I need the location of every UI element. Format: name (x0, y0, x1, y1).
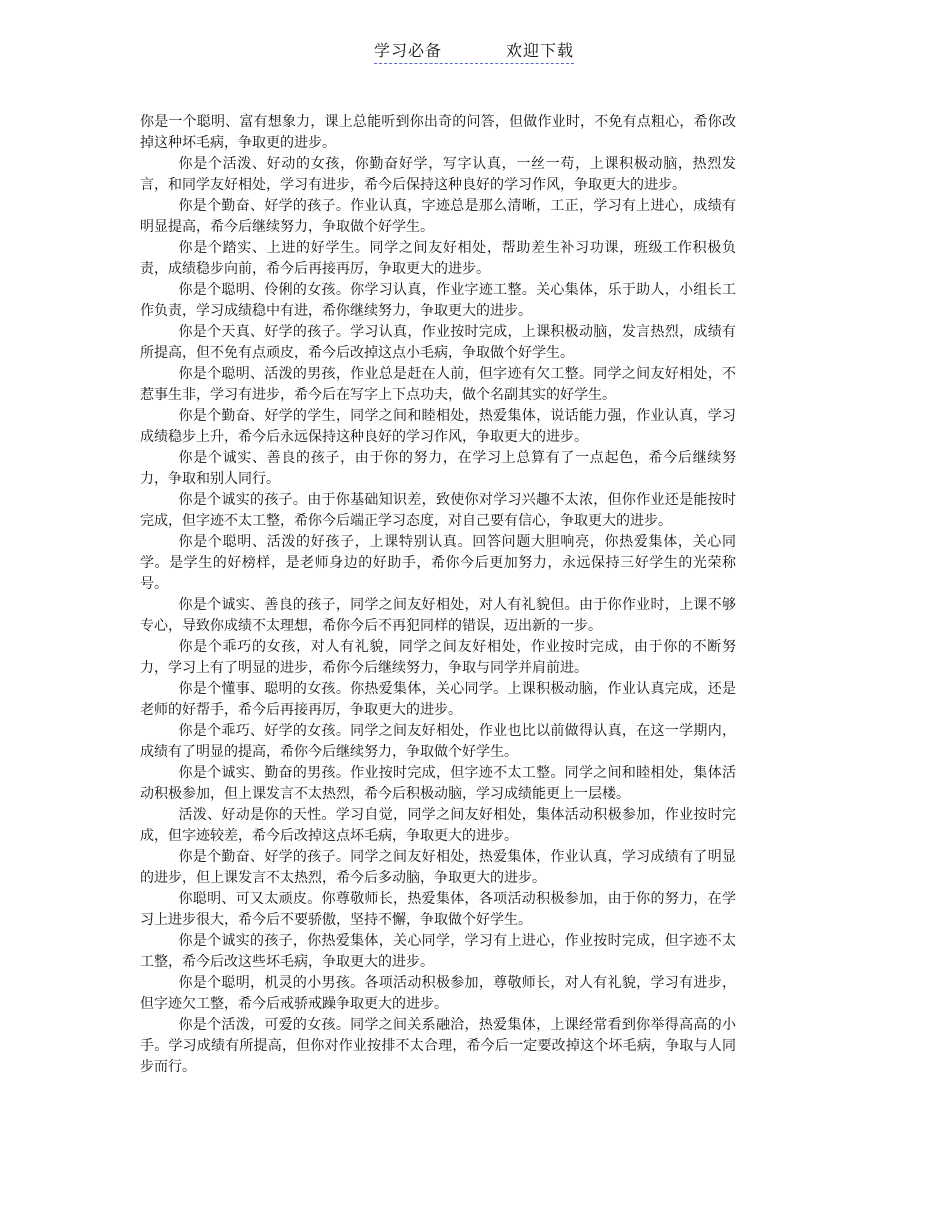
paragraph: 你是个诚实的孩子。由于你基础知识差，致使你对学习兴趣不太浓，但你作业还是能按时完成，但字迹不太工整，希你今后端正学习态度，对自己要有信心，争取更大的进步。 (140, 492, 736, 529)
paragraph: 你是个聪明、活泼的好孩子，上课特别认真。回答问题大胆响亮，你热爱集体，关心同学。是学生的好榜样，是老师身边的好助手，希你今后更加努力，永远保持三好学生的光荣称号。 (140, 534, 736, 592)
comments-body (140, 112, 736, 1078)
paragraph: 你是个踏实、上进的好学生。同学之间友好相处，帮助差生补习功课，班级工作积极负责，成绩稳步向前，希今后再接再厉，争取更大的进步。 (140, 240, 736, 277)
header-left-text: 学习必备 (374, 41, 443, 60)
paragraph: 你是个懂事、聪明的女孩。你热爱集体，关心同学。上课积极动脑，作业认真完成，还是老师的好帮手，希今后再接再厉，争取更大的进步。 (140, 681, 736, 718)
paragraph: 你是个天真、好学的孩子。学习认真，作业按时完成，上课积极动脑，发言热烈，成绩有所提高，但不免有点顽皮，希今后改掉这点小毛病，争取做个好学生。 (140, 324, 736, 361)
paragraph: 你是一个聪明、富有想象力，课上总能听到你出奇的问答，但做作业时，不免有点粗心，希你改掉这种坏毛病，争取更的进步。 (140, 114, 736, 151)
paragraph: 活泼、好动是你的天性。学习自觉，同学之间友好相处，集体活动积极参加，作业按时完成，但字迹较差，希今后改掉这点坏毛病，争取更大的进步。 (140, 807, 736, 844)
paragraph: 你是个诚实、善良的孩子，由于你的努力，在学习上总算有了一点起色，希今后继续努力，争取和别人同行。 (140, 450, 736, 487)
paragraph: 你是个勤奋、好学的孩子。同学之间友好相处，热爱集体，作业认真，学习成绩有了明显的进步，但上课发言不太热烈，希今后多动脑，争取更大的进步。 (140, 849, 736, 886)
paragraph: 你聪明、可又太顽皮。你尊敬师长，热爱集体，各项活动积极参加，由于你的努力，在学习上进步很大，希今后不要骄傲，坚持不懈，争取做个好学生。 (140, 891, 736, 928)
paragraph: 你是个乖巧的女孩，对人有礼貌，同学之间友好相处，作业按时完成，由于你的不断努力，学习上有了明显的进步，希你今后继续努力，争取与同学并肩前进。 (140, 639, 736, 676)
paragraph: 你是个聪明，机灵的小男孩。各项活动积极参加，尊敬师长，对人有礼貌，学习有进步，但字迹欠工整，希今后戒骄戒躁争取更大的进步。 (140, 975, 736, 1012)
paragraph: 你是个诚实的孩子，你热爱集体，关心同学，学习有上进心，作业按时完成，但字迹不太工整，希今后改这些坏毛病，争取更大的进步。 (140, 933, 736, 970)
paragraph: 你是个勤奋、好学的学生，同学之间和睦相处，热爱集体，说话能力强，作业认真，学习成绩稳步上升，希今后永远保持这种良好的学习作风，争取更大的进步。 (140, 408, 736, 445)
paragraph: 你是个诚实、善良的孩子，同学之间友好相处，对人有礼貌但。由于你作业时，上课不够专心，导致你成绩不太理想，希你今后不再犯同样的错误，迈出新的一步。 (140, 597, 736, 634)
paragraph: 你是个活泼，可爱的女孩。同学之间关系融洽，热爱集体，上课经常看到你举得高高的小手。学习成绩有所提高，但你对作业按排不太合理，希今后一定要改掉这个坏毛病，争取与人同步而行。 (140, 1017, 736, 1075)
paragraph: 你是个乖巧、好学的女孩。同学之间友好相处，作业也比以前做得认真，在这一学期内，成绩有了明显的提高，希你今后继续努力，争取做个好学生。 (140, 723, 736, 760)
paragraph: 你是个勤奋、好学的孩子。作业认真，字迹总是那么清晰，工正，学习有上进心，成绩有明显提高，希今后继续努力，争取做个好学生。 (140, 198, 736, 235)
paragraph: 你是个聪明、活泼的男孩，作业总是赶在人前，但字迹有欠工整。同学之间友好相处，不惹事生非，学习有进步，希今后在写字上下点功夫，做个名副其实的好学生。 (140, 366, 736, 403)
page-header (374, 40, 574, 64)
paragraph: 你是个诚实、勤奋的男孩。作业按时完成，但字迹不太工整。同学之间和睦相处，集体活动积极参加，但上课发言不太热烈，希今后积极动脑，学习成绩能更上一层楼。 (140, 765, 736, 802)
paragraph: 你是个活泼、好动的女孩，你勤奋好学，写字认真，一丝一苟，上课积极动脑，热烈发言，和同学友好相处，学习有进步，希今后保持这种良好的学习作风，争取更大的进步。 (140, 156, 736, 193)
paragraph: 你是个聪明、伶俐的女孩。你学习认真，作业字迹工整。关心集体，乐于助人，小组长工作负责，学习成绩稳中有进，希你继续努力，争取更大的进步。 (140, 282, 736, 319)
header-right-text: 欢迎下载 (505, 41, 574, 60)
